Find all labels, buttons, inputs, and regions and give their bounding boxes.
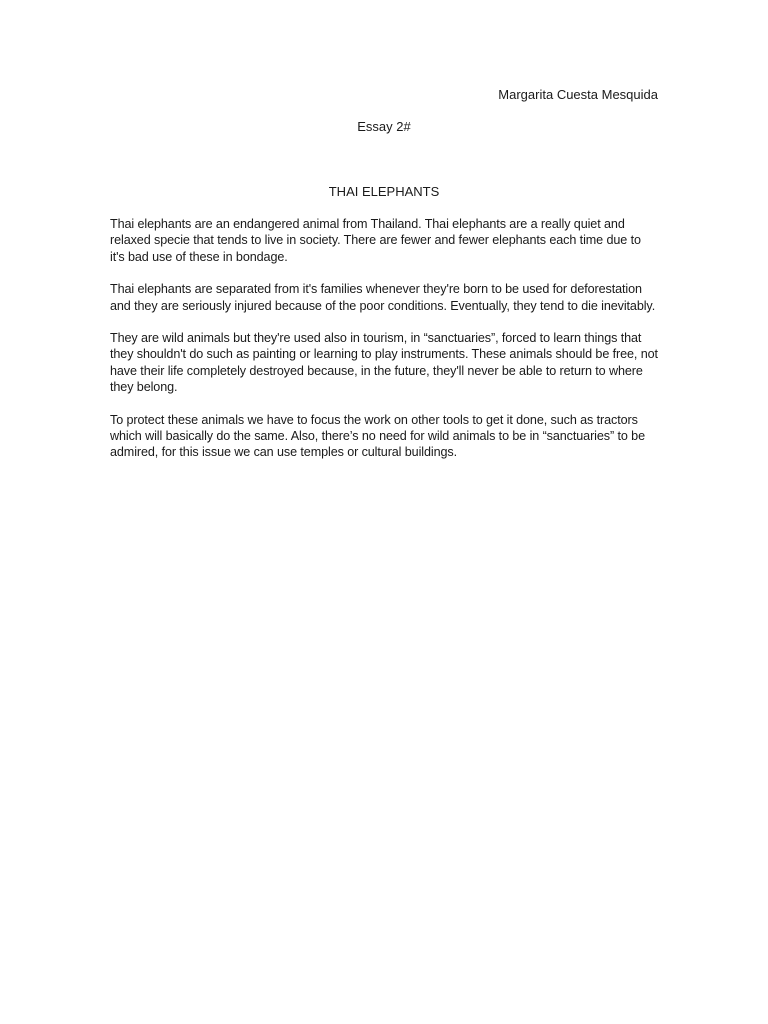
- paragraph-3: They are wild animals but they're used also in tourism, in “sanctuaries”, forced to learn things that they shouldn't do such as painting or learning to play instruments. These animals should be free, not have their life completely destroyed because, in the future, they'll never be able to return to where they belong.: [110, 331, 658, 395]
- paragraph-2: Thai elephants are separated from it's families whenever they're born to be used for deforestation and they are seriously injured because of the poor conditions. Eventually, they tend to die inevitably.: [110, 282, 656, 313]
- paragraph-4: To protect these animals we have to focus the work on other tools to get it done, such as tractors which will basically do the same. Also, there’s no need for wild animals to be in “sanctuaries” to be admired, for this issue we can use temples or cultural buildings.: [110, 412, 645, 460]
- document-title: THAI ELEPHANTS: [328, 184, 440, 199]
- essay-label: Essay 2#: [357, 119, 411, 134]
- paragraph-1: Thai elephants are an endangered animal from Thailand. Thai elephants are a really quiet and relaxed specie that tends to live in society. There are fewer and fewer elephants each time due to it's bad use of these in bondage.: [110, 217, 641, 264]
- author-name: Margarita Cuesta Mesquida: [498, 87, 658, 102]
- essay-body: [110, 216, 658, 477]
